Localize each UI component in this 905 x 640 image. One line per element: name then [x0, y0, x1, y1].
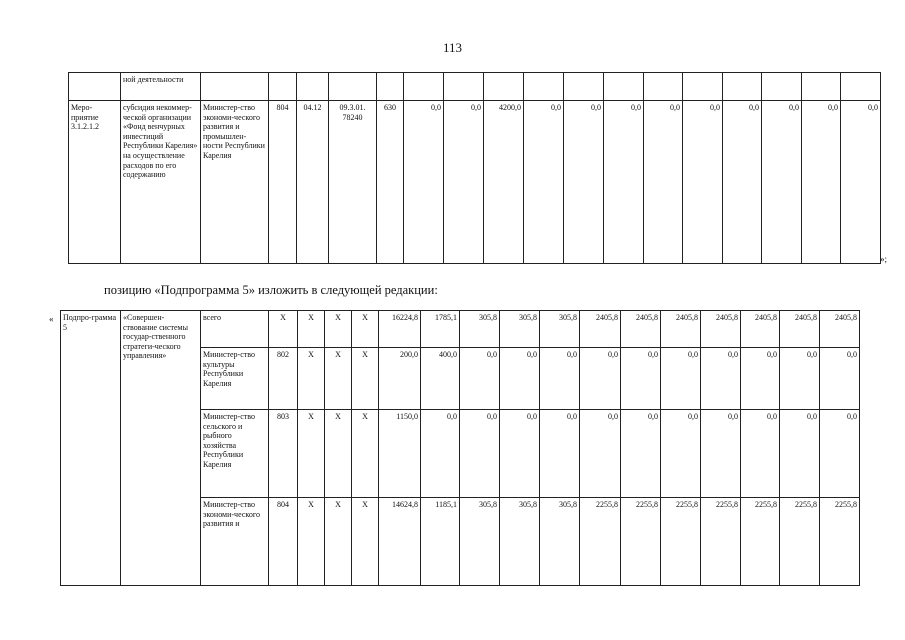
cell-value: 0,0 [841, 101, 881, 264]
cell-value: 2405,8 [780, 311, 820, 348]
cell-value: 0,0 [820, 348, 860, 410]
cell-value: 2255,8 [661, 498, 701, 586]
cell-csr: X [325, 311, 352, 348]
cell-value: 0,0 [661, 348, 701, 410]
table-row [69, 101, 881, 264]
cell-value: 0,0 [500, 348, 540, 410]
cell-value: 2255,8 [701, 498, 741, 586]
cell-value: 0,0 [741, 348, 780, 410]
cell-value: 0,0 [580, 348, 621, 410]
cell-value: 0,0 [604, 101, 644, 264]
cell-rzpr: X [298, 348, 325, 410]
cell-csr: X [325, 410, 352, 498]
cell-executor: Министер-ство экономи-ческого развития и [201, 498, 269, 586]
cell-value: 0,0 [683, 101, 723, 264]
cell-value: 1785,1 [421, 311, 460, 348]
cell-executor: Министер-ство сельского и рыбного хозяйства Республики Карелия [201, 410, 269, 498]
cell-value: 0,0 [564, 101, 604, 264]
cell-value: 1185,1 [421, 498, 460, 586]
cell-vr: X [352, 410, 379, 498]
cell-rzpr: X [298, 498, 325, 586]
cell-value: 1150,0 [379, 410, 421, 498]
cell-value: 2255,8 [621, 498, 661, 586]
cell-value: 2405,8 [820, 311, 860, 348]
cell-rzpr: X [298, 311, 325, 348]
cell-value: 0,0 [500, 410, 540, 498]
cell-value: 0,0 [460, 410, 500, 498]
cell-grbs: 802 [269, 348, 298, 410]
cell-value: 0,0 [421, 410, 460, 498]
cell-executor: Министер-ство экономи-ческого развития и промышлен-ности Республики Карелия [201, 101, 269, 264]
cell-name: субсидия некоммер-ческой организации «Фонд венчурных инвестиций Республики Карелия» на осуществление расходов по его содержанию [121, 101, 201, 264]
opening-quote: « [49, 314, 54, 324]
cell-value: 0,0 [540, 410, 580, 498]
cell-vr: 630 [377, 101, 404, 264]
cell-value: 2405,8 [661, 311, 701, 348]
cell-executor: всего [201, 311, 269, 348]
cell-value: 0,0 [701, 348, 741, 410]
cell-value: 2255,8 [820, 498, 860, 586]
instruction-text: позицию «Подпрограмма 5» изложить в следующей редакции: [104, 283, 438, 297]
cell-value: 4200,0 [484, 101, 524, 264]
cell-value: 0,0 [460, 348, 500, 410]
cell-value: 0,0 [661, 410, 701, 498]
cell-value: 305,8 [540, 498, 580, 586]
cell-value: 305,8 [500, 498, 540, 586]
cell-value: 2405,8 [701, 311, 741, 348]
cell-value: 2255,8 [741, 498, 780, 586]
cell-vr: X [352, 498, 379, 586]
cell-value: 2405,8 [621, 311, 661, 348]
cell-value: 0,0 [762, 101, 802, 264]
cell-value: 0,0 [701, 410, 741, 498]
cell-value: 0,0 [741, 410, 780, 498]
cell-name: ной деятельности [121, 73, 201, 101]
closing-quote: »; [880, 254, 888, 264]
table-row [61, 311, 860, 348]
cell-value: 2255,8 [780, 498, 820, 586]
cell-value: 0,0 [780, 348, 820, 410]
cell-value: 0,0 [820, 410, 860, 498]
cell-value: 200,0 [379, 348, 421, 410]
cell-value: 0,0 [524, 101, 564, 264]
cell-value: 0,0 [802, 101, 841, 264]
cell-status: Подпро-грамма 5 [61, 311, 121, 586]
cell-value: 2405,8 [741, 311, 780, 348]
cell-value: 0,0 [404, 101, 444, 264]
cell-value: 0,0 [540, 348, 580, 410]
cell-value: 305,8 [460, 311, 500, 348]
cell-value: 0,0 [723, 101, 762, 264]
cell-value: 400,0 [421, 348, 460, 410]
cell-value: 0,0 [644, 101, 683, 264]
page-number: 113 [442, 40, 463, 55]
cell-grbs: 803 [269, 410, 298, 498]
cell-value: 305,8 [460, 498, 500, 586]
cell-value: 14624,8 [379, 498, 421, 586]
cell-grbs: 804 [269, 101, 297, 264]
cell-value: 0,0 [621, 410, 661, 498]
cell-vr: X [352, 311, 379, 348]
cell-value: 0,0 [444, 101, 484, 264]
cell-rzpr: 04.12 [297, 101, 329, 264]
cell-value: 16224,8 [379, 311, 421, 348]
cell-vr: X [352, 348, 379, 410]
cell-value: 0,0 [580, 410, 621, 498]
cell-value: 2405,8 [580, 311, 621, 348]
table-row [69, 73, 881, 101]
cell-csr: X [325, 498, 352, 586]
cell-value: 305,8 [500, 311, 540, 348]
cell-value: 305,8 [540, 311, 580, 348]
budget-table-top [68, 72, 881, 264]
cell-csr: 09.3.01. 78240 [329, 101, 377, 264]
cell-csr: X [325, 348, 352, 410]
cell-value: 0,0 [621, 348, 661, 410]
cell-grbs: 804 [269, 498, 298, 586]
cell-value: 0,0 [780, 410, 820, 498]
cell-rzpr: X [298, 410, 325, 498]
cell-grbs: X [269, 311, 298, 348]
cell-name: «Совершен-ствование системы государ-ственного стратеги-ческого управления» [121, 311, 201, 586]
cell-value: 2255,8 [580, 498, 621, 586]
cell-status: Меро-приятие 3.1.2.1.2 [69, 101, 121, 264]
budget-table-subprogram [60, 310, 860, 586]
cell-executor: Министер-ство культуры Республики Карелия [201, 348, 269, 410]
